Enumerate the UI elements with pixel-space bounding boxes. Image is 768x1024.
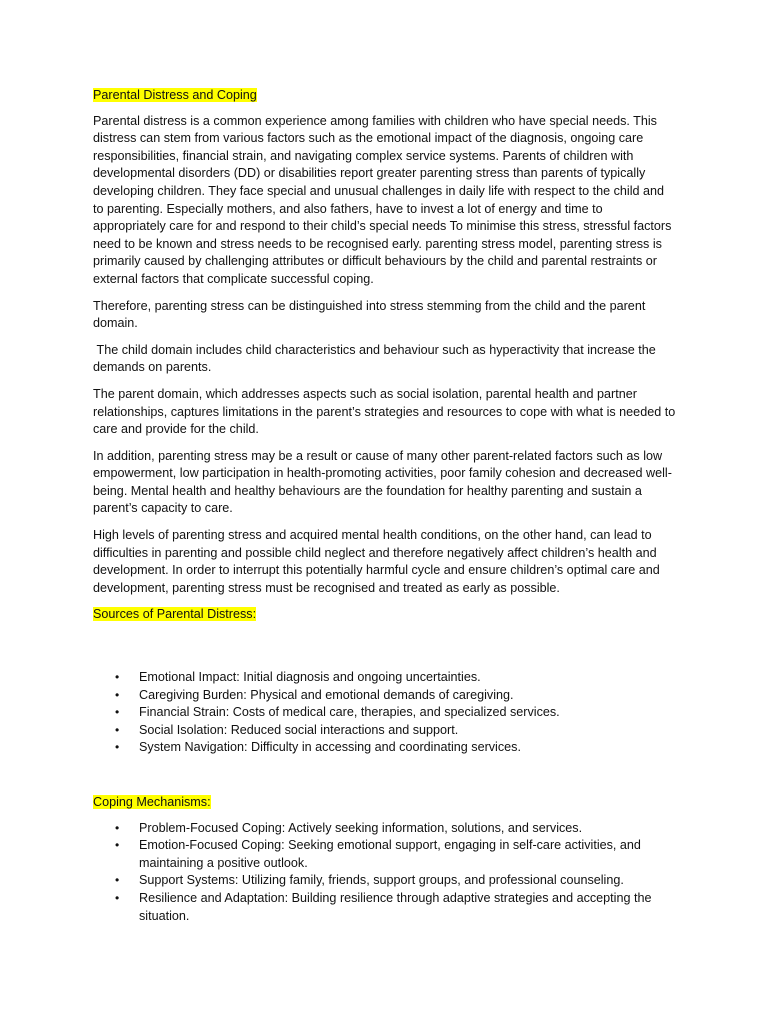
bullet-icon: •: [115, 820, 120, 835]
paragraph-related-factors: In addition, parenting stress may be a result or cause of many other parent-related factors such as low empowerment, low participation in health-promoting activities, poor family cohesion and decreased well-being. Mental health and healthy behaviours are the foundation for healthy parenting and sustain a parent’s capacity to care.: [93, 448, 672, 516]
spacer: [93, 757, 678, 794]
list-item: [93, 872, 678, 890]
list-item: [93, 820, 678, 838]
list-item-text: Financial Strain: Costs of medical care, therapies, and specialized services.: [139, 705, 560, 720]
document-title-line: [93, 87, 678, 105]
document-page: [93, 87, 678, 925]
list-item-text: Problem-Focused Coping: Actively seeking information, solutions, and services.: [139, 820, 583, 835]
sources-list: [93, 669, 678, 757]
list-item: [93, 669, 678, 687]
list-item: [93, 837, 678, 872]
bullet-icon: •: [115, 705, 120, 720]
list-item-text: Caregiving Burden: Physical and emotional demands of caregiving.: [139, 687, 514, 702]
list-item: [93, 722, 678, 740]
sources-heading-line: [93, 606, 678, 624]
spacer: [93, 632, 678, 669]
bullet-icon: •: [115, 740, 120, 755]
bullet-icon: •: [115, 838, 120, 853]
list-item: [93, 687, 678, 705]
coping-list: [93, 820, 678, 926]
document-title: Parental Distress and Coping: [93, 88, 257, 102]
paragraph-parent-domain: The parent domain, which addresses aspects such as social isolation, parental health and partner relationships, captures limitations in the parent’s strategies and resources to cope with what is needed to care and provide for the child.: [93, 386, 676, 437]
coping-heading: Coping Mechanisms:: [93, 795, 211, 809]
bullet-icon: •: [115, 670, 120, 685]
list-item-text: Support Systems: Utilizing family, friends, support groups, and professional counseling.: [139, 873, 624, 888]
paragraph-mental-health: High levels of parenting stress and acquired mental health conditions, on the other hand, can lead to difficulties in parenting and possible child neglect and therefore negatively affect children’s health and development. In order to interrupt this potentially harmful cycle and ensure children’s optimal care and development, parenting stress must be recognised and treated as early as possible.: [93, 528, 660, 595]
bullet-icon: •: [115, 890, 120, 905]
paragraph-domains: Therefore, parenting stress can be distinguished into stress stemming from the child and the parent domain.: [93, 298, 646, 331]
list-item: [93, 739, 678, 757]
list-item-text: Emotional Impact: Initial diagnosis and ongoing uncertainties.: [139, 670, 481, 685]
list-item-text: Resilience and Adaptation: Building resilience through adaptive strategies and accepting the situation.: [139, 890, 652, 923]
paragraph-child-domain: The child domain includes child characteristics and behaviour such as hyperactivity that increase the demands on parents.: [93, 342, 660, 375]
coping-heading-line: [93, 794, 678, 812]
bullet-icon: •: [115, 873, 120, 888]
bullet-icon: •: [115, 722, 120, 737]
list-item-text: Emotion-Focused Coping: Seeking emotional support, engaging in self-care activities, and maintaining a positive outlook.: [139, 838, 641, 870]
list-item-text: System Navigation: Difficulty in accessing and coordinating services.: [139, 740, 521, 755]
list-item: [93, 704, 678, 722]
list-item-text: Social Isolation: Reduced social interactions and support.: [139, 722, 459, 737]
paragraph-intro: Parental distress is a common experience among families with children who have special needs. This distress can stem from various factors such as the emotional impact of the diagnosis, ongoing care responsibilities, financial strain, and navigating complex service systems. Parents of children with developmental disorders (DD) or disabilities report greater parenting stress than parents of typically developing children. They face special and unusual challenges in daily life with respect to the child and to parenting. Especially mothers, and also fathers, have to invest a lot of energy and time to appropriately care for and respond to their child’s special needs To minimise this stress, stressful factors need to be known and stress needs to be recognised early. parenting stress model, parenting stress is primarily caused by challenging attributes or difficult behaviours by the child and parental restraints or external factors that complicate successful coping.: [93, 113, 672, 286]
bullet-icon: •: [115, 687, 120, 702]
sources-heading: Sources of Parental Distress:: [93, 607, 257, 622]
list-item: [93, 890, 678, 925]
